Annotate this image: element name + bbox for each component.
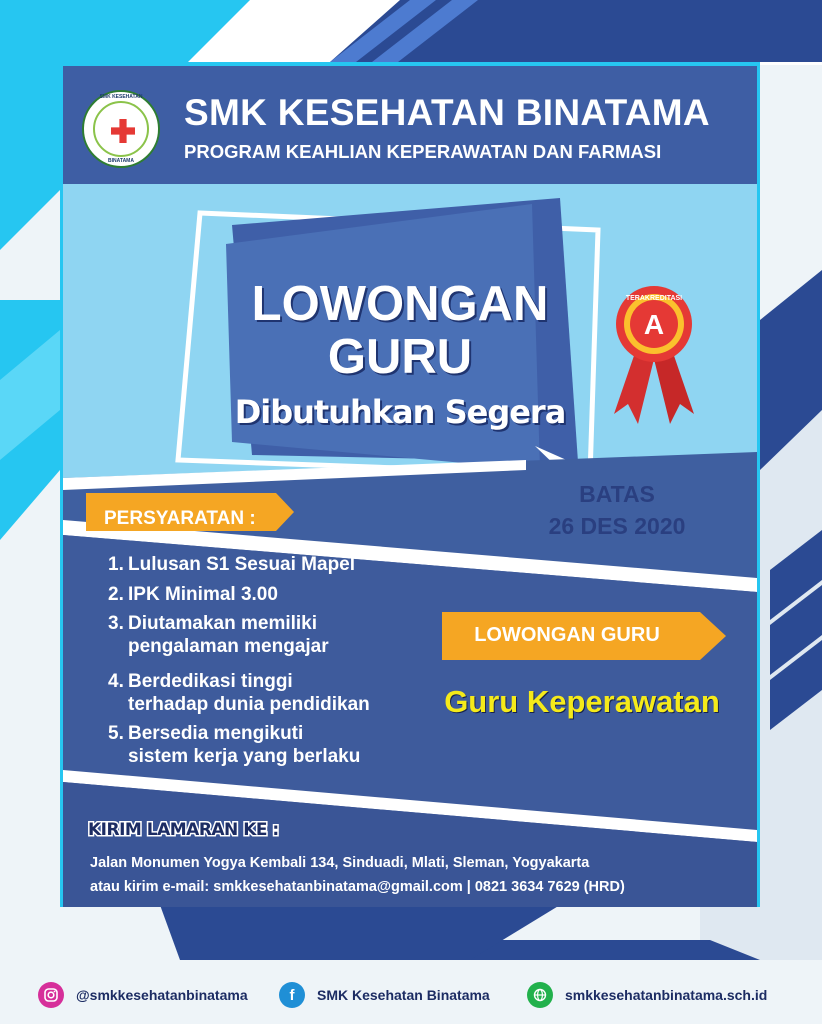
requirement-item-4: 4. Berdedikasi tinggi terhadap dunia pendidikan: [108, 671, 370, 715]
facebook-icon: f: [279, 982, 305, 1008]
position-label: LOWONGAN GURU: [474, 624, 660, 646]
red-cross-icon: [111, 119, 135, 143]
facebook-page: SMK Kesehatan Binatama: [317, 987, 490, 1003]
logo-ring: [93, 101, 149, 157]
hero-line-1: LOWONGAN: [251, 277, 549, 331]
school-logo: [82, 90, 160, 168]
instagram-icon: [38, 982, 64, 1008]
school-name: SMK KESEHATAN BINATAMA: [184, 92, 710, 133]
requirements-label: PERSYARATAN :: [104, 508, 256, 529]
logo-bottom-text: BINATAMA: [108, 158, 134, 164]
program-subtitle: PROGRAM KEAHLIAN KEPERAWATAN DAN FARMASI: [184, 141, 662, 162]
hero-line-2: GURU: [327, 330, 473, 384]
logo-top-text: SMK KESEHATAN: [99, 94, 143, 100]
deadline-box: [526, 474, 708, 546]
contact-heading: KIRIM LAMARAN KE :: [88, 820, 279, 840]
instagram-handle: @smkkesehatanbinatama: [76, 987, 248, 1003]
footer-facebook[interactable]: [279, 983, 490, 1007]
requirement-item-3: 3. Diutamakan memiliki pengalaman mengajar: [108, 613, 329, 657]
requirement-item-5: 5. Bersedia mengikuti sistem kerja yang berlaku: [108, 723, 361, 767]
deadline-label: BATAS: [579, 481, 655, 507]
contact-email-phone: atau kirim e-mail: smkkesehatanbinatama@gmail.com | 0821 3634 7629 (HRD): [90, 879, 625, 895]
award-ribbon-icon: [604, 284, 704, 434]
requirement-item-1: 1. Lulusan S1 Sesuai Mapel: [108, 554, 356, 575]
globe-icon: [527, 982, 553, 1008]
requirement-item-2: 2. IPK Minimal 3.00: [108, 584, 278, 605]
contact-address: Jalan Monumen Yogya Kembali 134, Sinduadi, Mlati, Sleman, Yogyakarta: [90, 855, 590, 871]
badge-grade: A: [643, 309, 665, 340]
website-url: smkkesehatanbinatama.sch.id: [565, 987, 768, 1003]
hero-tagline: Dibutuhkan Segera: [234, 393, 566, 431]
footer-instagram[interactable]: [38, 983, 248, 1007]
badge-arc-text: TERAKREDITASI: [625, 295, 683, 302]
footer-website[interactable]: [527, 983, 767, 1007]
deadline-date: 26 DES 2020: [548, 513, 686, 539]
position-title: Guru Keperawatan: [444, 684, 720, 719]
